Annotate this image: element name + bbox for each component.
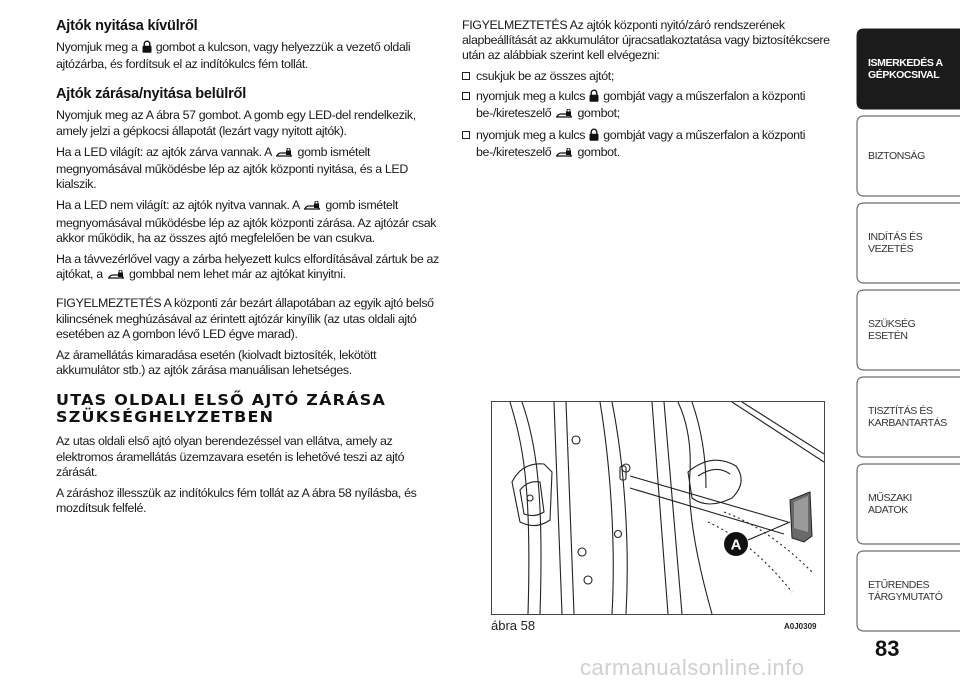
- heading-lock-from-inside: Ajtók zárása/nyitása belülről: [56, 86, 247, 103]
- tab-szukseg[interactable]: [856, 289, 960, 371]
- padlock-icon: [589, 128, 599, 145]
- tab-muszaki[interactable]: [856, 463, 960, 545]
- text-fragment: gomb ismételt megnyomásával működésbe lép az ajtók központi zárása. Az ajtózár csak akkor működik, ha az összes ajtó megfelelően be van csukva.: [56, 198, 437, 245]
- left-column: [56, 18, 440, 522]
- text-fragment: Nyomjuk meg a: [56, 40, 138, 54]
- text-fragment: nyomjuk meg a kulcs: [476, 88, 586, 103]
- svg-text:A: A: [730, 536, 742, 554]
- tab-inditas[interactable]: [856, 202, 960, 284]
- tab-label: SZÜKSÉG ESETÉN: [868, 318, 916, 342]
- paragraph-emergency-device: Az utas oldali első ajtó olyan berendezéssel van ellátva, amely az elektromos áramellátás üzemzavara esetén is lehetővé teszi az ajtó zárását.: [56, 434, 405, 479]
- text-fragment: gombját vagy a műszerfalon a központi be-/kireteszelő: [476, 128, 806, 160]
- warning-reset-procedure: FIGYELMEZTETÉS Az ajtók központi nyitó/záró rendszerének alapbeállítását az akkumulátor újracsatlakoztatása vagy biztosítékcsere után az alábbiak szerint kell elvégezni:: [462, 18, 830, 63]
- tab-ismerkedes[interactable]: [856, 28, 960, 110]
- figure-caption: ábra 58: [491, 618, 536, 633]
- paragraph-led-on: [56, 145, 440, 193]
- text-fragment: gombot a kulcson, vagy helyezzük a vezető oldali ajtózárba, és fordítsuk el az indítókulcs fém tollát.: [56, 40, 411, 72]
- paragraph-button-a: Nyomjuk meg az A ábra 57 gombot. A gomb egy LED-del rendelkezik, amely jelzi a gépkocsi állapotát (lezárt vagy nyitott ajtók).: [56, 108, 416, 138]
- padlock-icon: [589, 89, 599, 106]
- tab-label: ETŰRENDES TÁRGYMUTATÓ: [868, 579, 943, 603]
- car-lock-icon: [555, 147, 573, 162]
- figure-code: A0J0309: [784, 622, 817, 631]
- bullet-square-icon: [462, 92, 470, 100]
- tab-targymutato[interactable]: [856, 550, 960, 632]
- text-fragment: gombját vagy a műszerfalon a központi be-/kireteszelő: [476, 88, 806, 121]
- list-item: [462, 69, 832, 84]
- paragraph-remote-lock: [56, 252, 440, 284]
- text-fragment: gomb ismételt megnyomásával működésbe lép az ajtók központi nyitása, és a LED kialszik.: [56, 144, 408, 192]
- heading-emergency-lock: UTAS OLDALI ELSŐ AJTÓ ZÁRÁSA SZÜKSÉGHELYZETBEN: [56, 391, 387, 427]
- text-fragment: Ha a távvezérlővel vagy a zárba helyezett kulcs elfordításával zártuk be az ajtókat, a: [56, 252, 439, 282]
- text-fragment: csukjuk be az összes ajtót;: [476, 68, 614, 83]
- heading-open-from-outside: Ajtók nyitása kívülről: [56, 18, 198, 34]
- car-lock-icon: [303, 200, 321, 215]
- text-fragment: gombbal nem lehet már az ajtókat kinyitni.: [128, 267, 346, 282]
- warning-central-lock: FIGYELMEZTETÉS A központi zár bezárt állapotában az egyik ajtó belső kilincsének meghúzásával az érintett ajtózár kinyílik (az utas oldali ajtó esetében az A gombon lévő LED égve marad).: [56, 296, 434, 341]
- door-lock-illustration: [491, 401, 825, 615]
- padlock-icon: [142, 40, 152, 57]
- tab-label: INDÍTÁS ÉS VEZETÉS: [868, 231, 923, 255]
- paragraph-power-failure: Az áramellátás kimaradása esetén (kiolvadt biztosíték, lekötött akkumulátor stb.) az ajtók zárása manuálisan lehetséges.: [56, 348, 377, 378]
- bullet-square-icon: [462, 72, 470, 80]
- tab-biztonsag[interactable]: [856, 115, 960, 197]
- car-lock-icon: [107, 269, 125, 284]
- marker-a: [724, 532, 748, 556]
- text-fragment: Ha a LED nem világít: az ajtók nyitva vannak. A: [56, 198, 300, 213]
- text-fragment: nyomjuk meg a kulcs: [476, 128, 586, 143]
- text-fragment: gombot.: [577, 145, 620, 160]
- car-lock-icon: [275, 147, 293, 162]
- bullet-square-icon: [462, 131, 470, 139]
- car-lock-icon: [555, 108, 573, 123]
- text-fragment: Ha a LED világít: az ajtók zárva vannak. A: [56, 144, 272, 159]
- page-number: 83: [875, 636, 900, 661]
- tab-tisztitas[interactable]: [856, 376, 960, 458]
- tab-label: TISZTÍTÁS ÉS KARBANTARTÁS: [868, 405, 947, 429]
- paragraph-led-off: [56, 198, 440, 246]
- section-tabs: [856, 28, 960, 637]
- list-item: [462, 128, 832, 162]
- text-fragment: gombot;: [577, 106, 620, 121]
- tab-label: ISMERKEDÉS A GÉPKOCSIVAL: [868, 57, 943, 81]
- list-item: [462, 89, 832, 123]
- paragraph-emergency-procedure: A záráshoz illesszük az indítókulcs fém tollát az A ábra 58 nyílásba, és mozdítsuk felfelé.: [56, 486, 417, 516]
- paragraph-open-outside: [56, 40, 440, 72]
- right-column: [462, 18, 832, 168]
- watermark: carmanualsonline.info: [580, 655, 805, 680]
- tab-label: MŰSZAKI ADATOK: [868, 492, 912, 516]
- tab-label: BIZTONSÁG: [868, 150, 925, 162]
